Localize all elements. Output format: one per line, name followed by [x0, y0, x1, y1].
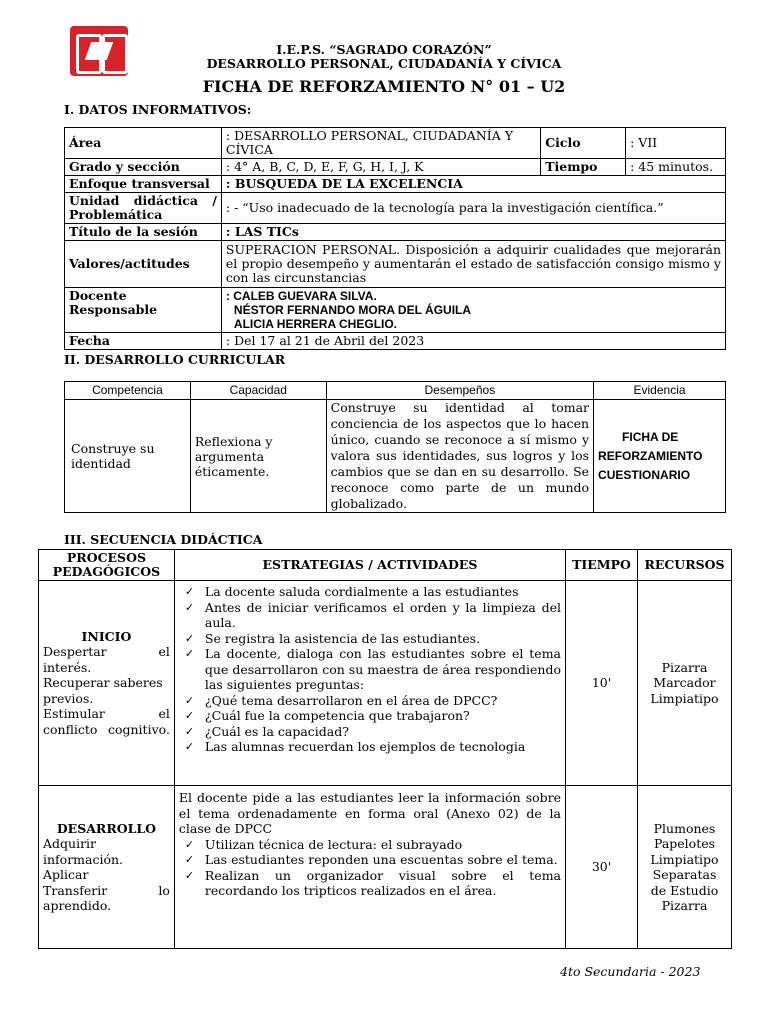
list-item: ✓ Realizan un organizador visual sobre el tema recordando los tripticos realizados en el área. [179, 868, 561, 899]
desempenos-cell: Construye su identidad al tomar conciencia de los aspectos que lo hacen único, cuando se reconoce a sí mismo y valora sus identidades, sus logros y los cambios que se dan en su desarrollo. Se reconoce como parte de un mundo globalizado. [326, 400, 593, 513]
col-recursos: RECURSOS [638, 550, 732, 581]
col-capacidad: Capacidad [190, 382, 326, 400]
list-item: ✓ Se registra la asistencia de las estudiantes. [179, 631, 561, 647]
list-item: ✓ ¿Cuál fue la competencia que trabajaron? [179, 708, 561, 724]
datos-informativos-table [64, 127, 726, 350]
enfoque-value: : BUSQUEDA DE LA EXCELENCIA [221, 176, 725, 193]
list-item: ✓ ¿Cuál es la capacidad? [179, 724, 561, 740]
unidad-value: : - “Uso inadecuado de la tecnología para la investigación científica.” [221, 193, 725, 224]
list-item: ✓ Utilizan técnica de lectura: el subrayado [179, 837, 561, 853]
col-evidencia: Evidencia [594, 382, 726, 400]
ciclo-label: Ciclo [541, 128, 626, 159]
section-3-heading: III. SECUENCIA DIDÁCTICA [64, 532, 263, 547]
titulo-label: Título de la sesión [65, 224, 222, 241]
titulo-value: : LAS TICs [221, 224, 725, 241]
tiempo-label: Tiempo [541, 159, 626, 176]
inicio-time: 10' [566, 581, 638, 786]
grado-value: : 4° A, B, C, D, E, F, G, H, I, J, K [221, 159, 540, 176]
page-title: FICHA DE REFORZAMIENTO N° 01 – U2 [202, 77, 566, 96]
course-name: DESARROLLO PERSONAL, CIUDADANÍA Y CÍVICA [206, 56, 562, 71]
desarrollo-activities [174, 786, 565, 949]
competencia-cell: Construye su identidad [65, 400, 191, 513]
desarrollo-time: 30' [566, 786, 638, 949]
desarrollo-processes: DESARROLLO Adquirir información. Aplicar Transferir lo aprendido. [39, 786, 175, 949]
desarrollo-intro: El docente pide a las estudiantes leer la información sobre el tema ordenadamente en forma oral (Anexo 02) de la clase de DPCC [178, 790, 562, 836]
docente-2: NÉSTOR FERNANDO MORA DEL ÁGUILA [233, 303, 472, 317]
inicio-processes: INICIO Despertar el interés. Recuperar saberes previos. Estimular el conflicto cognitivo. [39, 581, 175, 786]
col-estrategias: ESTRATEGIAS / ACTIVIDADES [174, 550, 565, 581]
desarrollo-curricular-table [64, 381, 726, 513]
inicio-resources: Pizarra Marcador Limpiatipo [638, 581, 732, 786]
section-2-heading: II. DESARROLLO CURRICULAR [64, 352, 286, 367]
grado-label: Grado y sección [65, 159, 222, 176]
desarrollo-resources: Plumones Papelotes Limpiatipo Separatas de Estudio Pizarra [638, 786, 732, 949]
enfoque-label: Enfoque transversal [65, 176, 222, 193]
section-1-heading: I. DATOS INFORMATIVOS: [64, 102, 252, 117]
school-name: I.E.P.S. “SAGRADO CORAZÓN” [276, 42, 492, 57]
capacidad-cell: Reflexiona y argumenta éticamente. [190, 400, 326, 513]
desarrollo-title: DESARROLLO [56, 820, 157, 836]
unidad-label: Unidad didáctica / Problemática [65, 193, 222, 224]
secuencia-didactica-table [38, 549, 732, 949]
list-item: ✓ La docente saluda cordialmente a las estudiantes [179, 584, 561, 600]
list-item: ✓ La docente, dialoga con las estudiantes sobre el tema que desarrollaron con su maestra de área respondiendo las siguientes preguntas: [179, 646, 561, 693]
area-value: : DESARROLLO PERSONAL, CIUDADANÍA Y CÍVICA [221, 128, 540, 159]
list-item: ✓ Antes de iniciar verificamos el orden y la limpieza del aula. [179, 600, 561, 631]
inicio-activities [174, 581, 565, 786]
docente-3: ALICIA HERRERA CHEGLIO. [233, 317, 398, 331]
tiempo-value: : 45 minutos. [626, 159, 726, 176]
list-item: ✓ Las estudiantes reponden una escuentas sobre el tema. [179, 852, 561, 868]
area-label: Área [65, 128, 222, 159]
ciclo-value: : VII [626, 128, 726, 159]
inicio-title: INICIO [81, 628, 132, 644]
docente-label: Docente Responsable [65, 288, 222, 333]
col-tiempo: TIEMPO [566, 550, 638, 581]
docente-value [221, 288, 725, 333]
col-competencia: Competencia [65, 382, 191, 400]
valores-label: Valores/actitudes [65, 241, 222, 288]
col-procesos: PROCESOS PEDAGÓGICOS [39, 550, 175, 581]
fecha-label: Fecha [65, 333, 222, 350]
evidencia-cell: FICHA DE REFORZAMIENTO CUESTIONARIO [594, 400, 726, 513]
list-item: ✓ ¿Qué tema desarrollaron en el área de DPCC? [179, 693, 561, 709]
col-desempenos: Desempeños [326, 382, 593, 400]
fecha-value: : Del 17 al 21 de Abril del 2023 [221, 333, 725, 350]
list-item: ✓ Las alumnas recuerdan los ejemplos de tecnologia [179, 739, 561, 755]
docente-1: : CALEB GUEVARA SILVA. [225, 289, 377, 303]
footer: 4to Secundaria - 2023 [560, 964, 701, 979]
valores-value: SUPERACION PERSONAL. Disposición a adquirir cualidades que mejorarán el propio desempeño y aumentarán el estado de satisfacción consigo mismo y con las circunstancias [221, 241, 725, 288]
